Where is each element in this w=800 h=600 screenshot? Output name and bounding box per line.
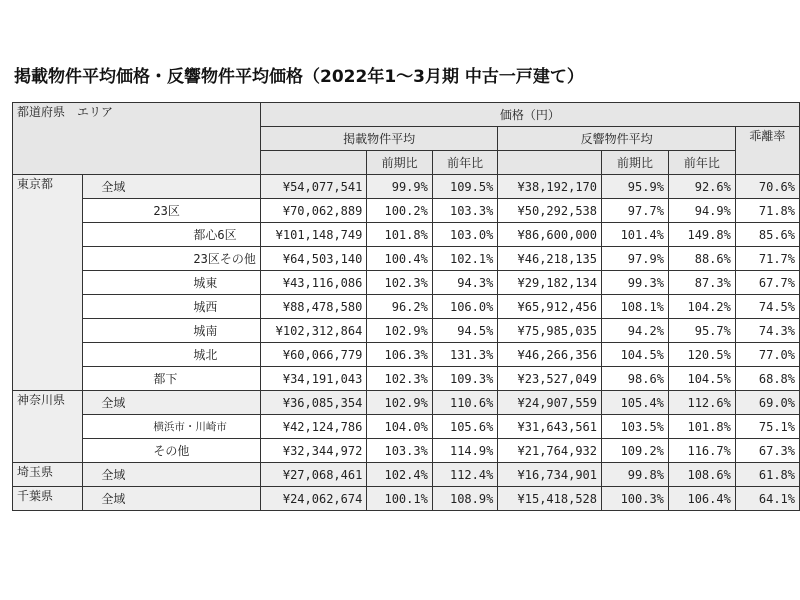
- value-cell-resp: ¥29,182,134: [498, 271, 602, 295]
- value-cell-listed-yoy: 109.5%: [432, 175, 498, 199]
- value-cell-div: 64.1%: [735, 487, 799, 511]
- table-row: [13, 415, 800, 439]
- value-cell-resp-yoy: 108.6%: [668, 463, 735, 487]
- area-cell: 城東: [83, 271, 260, 295]
- value-cell-listed-yoy: 114.9%: [432, 439, 498, 463]
- value-cell-listed-qoq: 106.3%: [367, 343, 433, 367]
- area-cell: 横浜市・川崎市: [83, 415, 260, 439]
- value-cell-listed-qoq: 100.4%: [367, 247, 433, 271]
- value-cell-resp-yoy: 120.5%: [668, 343, 735, 367]
- value-cell-listed: ¥27,068,461: [260, 463, 366, 487]
- value-cell-div: 71.8%: [735, 199, 799, 223]
- value-cell-div: 71.7%: [735, 247, 799, 271]
- value-cell-listed-yoy: 105.6%: [432, 415, 498, 439]
- value-cell-listed: ¥88,478,580: [260, 295, 366, 319]
- value-cell-div: 70.6%: [735, 175, 799, 199]
- value-cell-listed: ¥102,312,864: [260, 319, 366, 343]
- area-cell: 23区: [83, 199, 260, 223]
- value-cell-resp-yoy: 106.4%: [668, 487, 735, 511]
- value-cell-resp: ¥86,600,000: [498, 223, 602, 247]
- page-title: 掲載物件平均価格・反響物件平均価格（2022年1〜3月期 中古一戸建て）: [14, 67, 584, 87]
- value-cell-listed: ¥32,344,972: [260, 439, 366, 463]
- value-cell-listed-yoy: 102.1%: [432, 247, 498, 271]
- area-cell: その他: [83, 439, 260, 463]
- value-cell-resp-qoq: 101.4%: [602, 223, 669, 247]
- value-cell-listed: ¥24,062,674: [260, 487, 366, 511]
- value-cell-resp: ¥65,912,456: [498, 295, 602, 319]
- value-cell-div: 74.3%: [735, 319, 799, 343]
- value-cell-listed-yoy: 103.0%: [432, 223, 498, 247]
- value-cell-listed-yoy: 103.3%: [432, 199, 498, 223]
- value-cell-resp-qoq: 103.5%: [602, 415, 669, 439]
- value-cell-listed-qoq: 102.4%: [367, 463, 433, 487]
- value-cell-resp-yoy: 149.8%: [668, 223, 735, 247]
- value-cell-listed-qoq: 100.2%: [367, 199, 433, 223]
- area-cell: 城西: [83, 295, 260, 319]
- value-cell-div: 69.0%: [735, 391, 799, 415]
- area-cell: 全域: [83, 487, 260, 511]
- value-cell-resp: ¥46,266,356: [498, 343, 602, 367]
- header-divergence: 乖離率: [735, 127, 799, 175]
- value-cell-resp-qoq: 99.8%: [602, 463, 669, 487]
- prefecture-cell: 東京都: [13, 175, 83, 391]
- area-cell: 23区その他: [83, 247, 260, 271]
- value-cell-listed-qoq: 101.8%: [367, 223, 433, 247]
- value-cell-resp: ¥15,418,528: [498, 487, 602, 511]
- header-blank: [498, 151, 602, 175]
- value-cell-listed-qoq: 102.9%: [367, 391, 433, 415]
- header-listed-yoy: 前年比: [432, 151, 498, 175]
- table-row: [13, 439, 800, 463]
- value-cell-resp-qoq: 109.2%: [602, 439, 669, 463]
- value-cell-resp: ¥21,764,932: [498, 439, 602, 463]
- value-cell-resp-yoy: 94.9%: [668, 199, 735, 223]
- value-cell-listed: ¥36,085,354: [260, 391, 366, 415]
- table-body: [13, 175, 800, 511]
- area-cell: 全域: [83, 175, 260, 199]
- value-cell-listed-qoq: 102.3%: [367, 367, 433, 391]
- table-row: [13, 247, 800, 271]
- value-cell-listed-qoq: 99.9%: [367, 175, 433, 199]
- value-cell-resp: ¥23,527,049: [498, 367, 602, 391]
- value-cell-listed-yoy: 131.3%: [432, 343, 498, 367]
- value-cell-listed: ¥64,503,140: [260, 247, 366, 271]
- header-price: 価格（円）: [260, 103, 799, 127]
- value-cell-resp-yoy: 95.7%: [668, 319, 735, 343]
- value-cell-resp-qoq: 98.6%: [602, 367, 669, 391]
- header-response-avg: 反響物件平均: [498, 127, 736, 151]
- header-listed-avg: 掲載物件平均: [260, 127, 497, 151]
- table-row: [13, 367, 800, 391]
- value-cell-resp-qoq: 104.5%: [602, 343, 669, 367]
- value-cell-listed: ¥70,062,889: [260, 199, 366, 223]
- value-cell-listed: ¥43,116,086: [260, 271, 366, 295]
- value-cell-resp-qoq: 97.7%: [602, 199, 669, 223]
- value-cell-resp-yoy: 116.7%: [668, 439, 735, 463]
- value-cell-resp-qoq: 100.3%: [602, 487, 669, 511]
- value-cell-div: 68.8%: [735, 367, 799, 391]
- price-table: [12, 102, 800, 511]
- table-row: [13, 487, 800, 511]
- value-cell-resp: ¥38,192,170: [498, 175, 602, 199]
- value-cell-resp-qoq: 108.1%: [602, 295, 669, 319]
- table-row: [13, 295, 800, 319]
- value-cell-resp-qoq: 94.2%: [602, 319, 669, 343]
- value-cell-listed-yoy: 106.0%: [432, 295, 498, 319]
- header-blank: [260, 151, 366, 175]
- value-cell-resp-yoy: 88.6%: [668, 247, 735, 271]
- value-cell-resp-qoq: 95.9%: [602, 175, 669, 199]
- table-row: [13, 391, 800, 415]
- prefecture-cell: 神奈川県: [13, 391, 83, 463]
- value-cell-resp-yoy: 104.5%: [668, 367, 735, 391]
- table-row: [13, 319, 800, 343]
- value-cell-div: 67.3%: [735, 439, 799, 463]
- value-cell-listed-qoq: 96.2%: [367, 295, 433, 319]
- value-cell-div: 77.0%: [735, 343, 799, 367]
- value-cell-listed-yoy: 109.3%: [432, 367, 498, 391]
- value-cell-listed-yoy: 108.9%: [432, 487, 498, 511]
- area-cell: 城北: [83, 343, 260, 367]
- header-listed-qoq: 前期比: [367, 151, 433, 175]
- value-cell-listed-qoq: 104.0%: [367, 415, 433, 439]
- value-cell-resp-yoy: 112.6%: [668, 391, 735, 415]
- value-cell-resp: ¥50,292,538: [498, 199, 602, 223]
- value-cell-resp-qoq: 99.3%: [602, 271, 669, 295]
- table-row: [13, 271, 800, 295]
- value-cell-resp-yoy: 87.3%: [668, 271, 735, 295]
- value-cell-div: 85.6%: [735, 223, 799, 247]
- value-cell-div: 61.8%: [735, 463, 799, 487]
- value-cell-resp: ¥16,734,901: [498, 463, 602, 487]
- value-cell-listed-yoy: 94.3%: [432, 271, 498, 295]
- header-pref-area: 都道府県 エリア: [13, 103, 261, 175]
- header-response-yoy: 前年比: [668, 151, 735, 175]
- area-cell: 城南: [83, 319, 260, 343]
- table-row: [13, 175, 800, 199]
- prefecture-cell: 埼玉県: [13, 463, 83, 487]
- value-cell-listed: ¥60,066,779: [260, 343, 366, 367]
- value-cell-div: 74.5%: [735, 295, 799, 319]
- area-cell: 全域: [83, 463, 260, 487]
- value-cell-listed: ¥42,124,786: [260, 415, 366, 439]
- value-cell-listed-yoy: 94.5%: [432, 319, 498, 343]
- value-cell-listed-yoy: 112.4%: [432, 463, 498, 487]
- value-cell-resp-yoy: 101.8%: [668, 415, 735, 439]
- value-cell-resp-yoy: 104.2%: [668, 295, 735, 319]
- value-cell-listed-qoq: 100.1%: [367, 487, 433, 511]
- area-cell: 都心6区: [83, 223, 260, 247]
- area-cell: 全域: [83, 391, 260, 415]
- value-cell-listed-yoy: 110.6%: [432, 391, 498, 415]
- value-cell-resp-yoy: 92.6%: [668, 175, 735, 199]
- value-cell-resp: ¥24,907,559: [498, 391, 602, 415]
- table-row: [13, 343, 800, 367]
- value-cell-resp-qoq: 97.9%: [602, 247, 669, 271]
- value-cell-div: 75.1%: [735, 415, 799, 439]
- table-row: [13, 199, 800, 223]
- value-cell-listed-qoq: 102.9%: [367, 319, 433, 343]
- value-cell-listed-qoq: 103.3%: [367, 439, 433, 463]
- value-cell-listed: ¥101,148,749: [260, 223, 366, 247]
- value-cell-resp: ¥46,218,135: [498, 247, 602, 271]
- value-cell-listed-qoq: 102.3%: [367, 271, 433, 295]
- prefecture-cell: 千葉県: [13, 487, 83, 511]
- table-row: [13, 463, 800, 487]
- value-cell-div: 67.7%: [735, 271, 799, 295]
- value-cell-resp-qoq: 105.4%: [602, 391, 669, 415]
- value-cell-resp: ¥75,985,035: [498, 319, 602, 343]
- value-cell-listed: ¥34,191,043: [260, 367, 366, 391]
- value-cell-listed: ¥54,077,541: [260, 175, 366, 199]
- value-cell-resp: ¥31,643,561: [498, 415, 602, 439]
- table-row: [13, 223, 800, 247]
- area-cell: 都下: [83, 367, 260, 391]
- header-response-qoq: 前期比: [602, 151, 669, 175]
